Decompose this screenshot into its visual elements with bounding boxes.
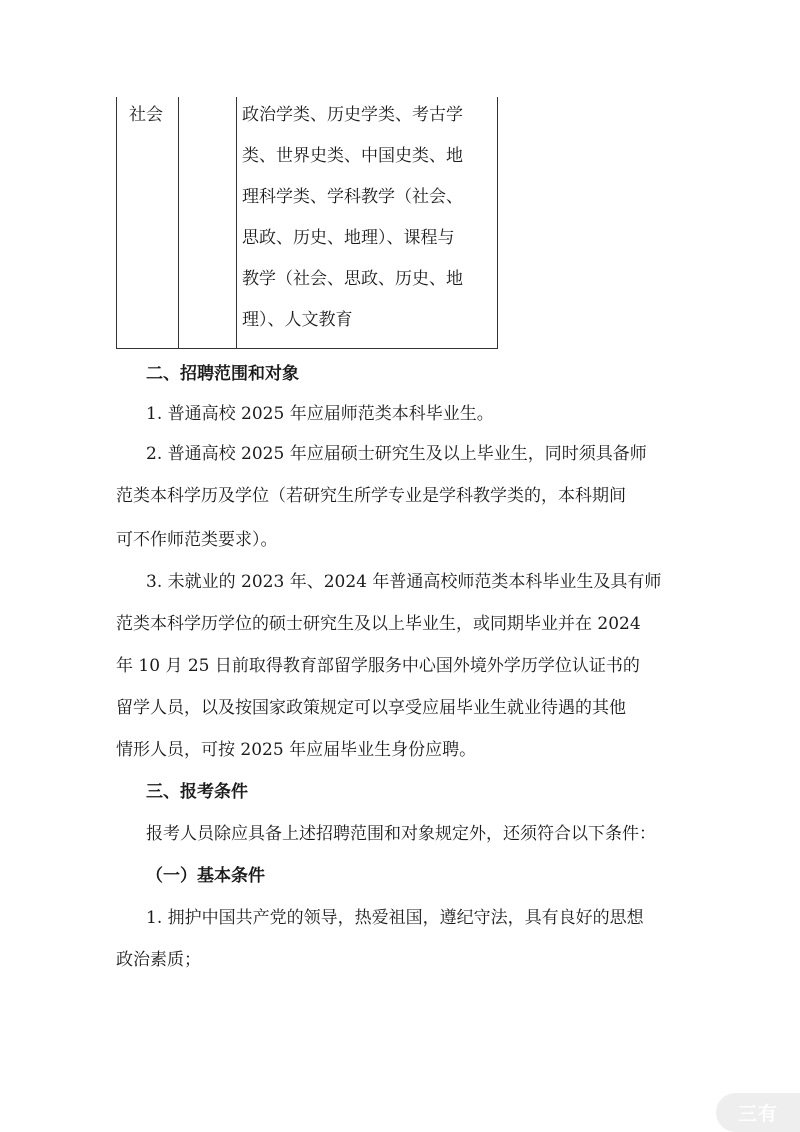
paragraph-line: 情形人员，可按 2025 年应届毕业生身份应聘。 [116,740,477,760]
paragraph-line: 1. 普通高校 2025 年应届师范类本科毕业生。 [146,404,494,424]
paragraph-line: 范类本科学历学位的硕士研究生及以上毕业生，或同期毕业并在 2024 [116,614,641,634]
majors-table [116,97,498,349]
paragraph-line: 3. 未就业的 2023 年、2024 年普通高校师范类本科毕业生及具有师 [146,572,662,592]
paragraph-line: 范类本科学历及学位（若研究生所学专业是学科教学类的，本科期间 [116,486,626,506]
table-cell-line: 类、世界史类、中国史类、地 [242,146,463,166]
paragraph-line: 可不作师范类要求）。 [116,530,278,550]
table-cell-majors [242,105,492,351]
table-cell-line: 政治学类、历史学类、考古学 [242,105,463,125]
watermark-logo [716,1093,800,1132]
table-cell-line: 理）、人文教育 [242,310,353,330]
paragraph-line: 留学人员，以及按国家政策规定可以享受应届毕业生就业待遇的其他 [116,698,626,718]
section-heading: 二、招聘范围和对象 [146,364,299,384]
table-cell-line: 理科学类、学科教学（社会、 [242,187,463,207]
paragraph-line: 年 10 月 25 日前取得教育部留学服务中心国外境外学历学位认证书的 [116,656,640,676]
table-divider [236,97,237,348]
table-cell-line: 教学（社会、思政、历史、地 [242,269,463,289]
section-heading: 三、报考条件 [146,782,248,802]
table-cell-subject: 社会 [129,105,163,125]
subsection-heading: （一）基本条件 [146,866,265,886]
paragraph-line: 政治素质； [116,950,201,970]
table-divider [178,97,179,348]
paragraph-line: 报考人员除应具备上述招聘范围和对象规定外，还须符合以下条件： [146,824,656,844]
table-cell-line: 思政、历史、地理）、课程与 [242,228,455,248]
paragraph-line: 1. 拥护中国共产党的领导，热爱祖国，遵纪守法，具有良好的思想 [146,908,644,928]
watermark-text: 三有 [737,1103,778,1125]
paragraph-line: 2. 普通高校 2025 年应届硕士研究生及以上毕业生，同时须具备师 [146,444,647,464]
